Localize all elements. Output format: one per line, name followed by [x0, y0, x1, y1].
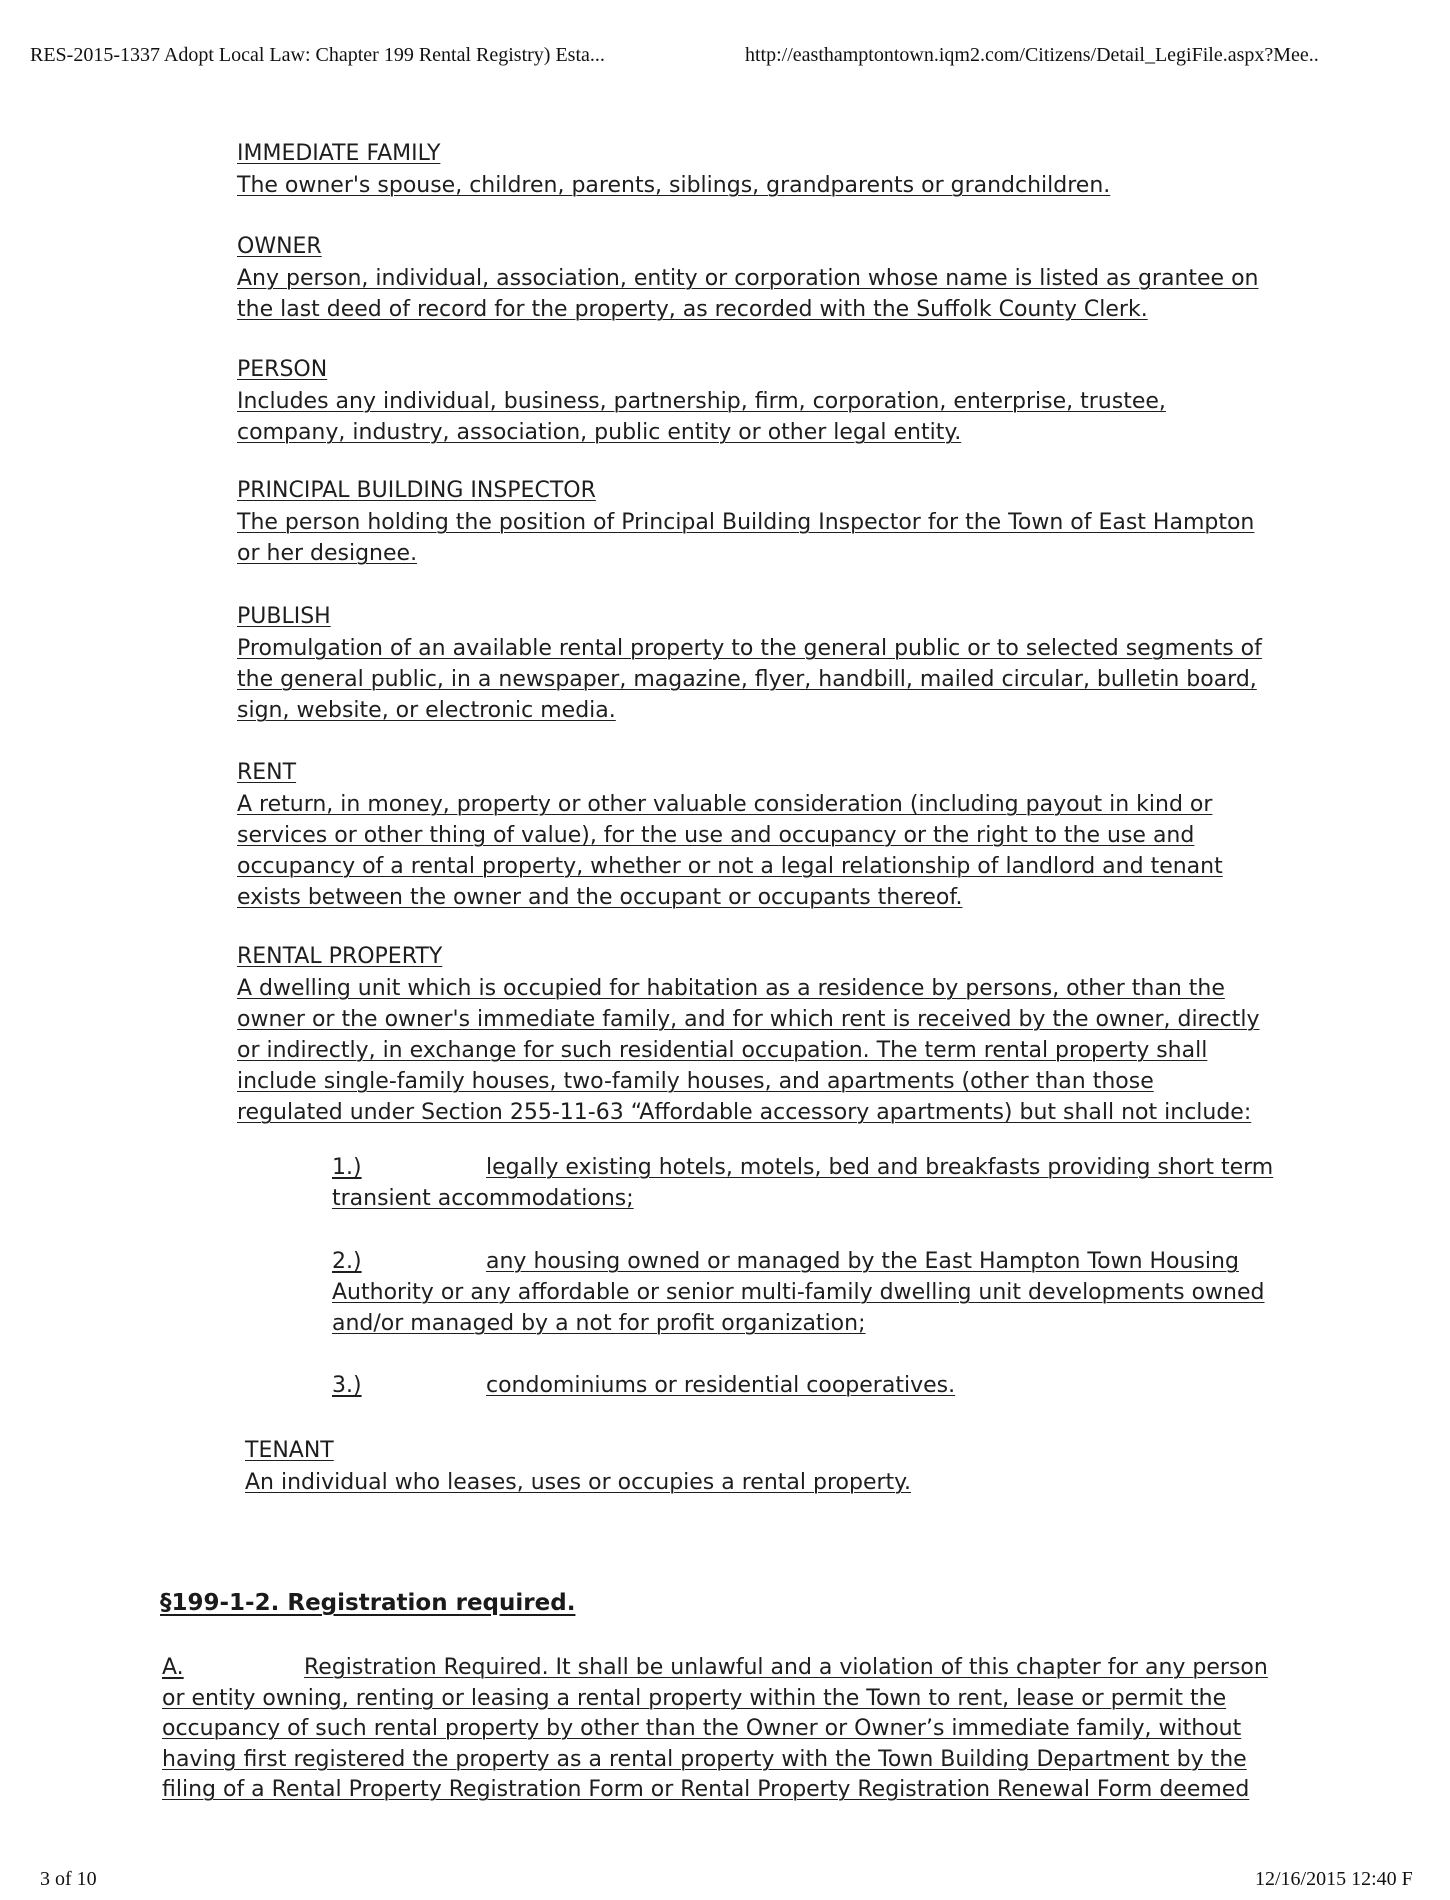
definition-publish [237, 601, 1362, 726]
definition-rental-property [237, 941, 1362, 1128]
definition-line: exists between the owner and the occupant or occupants thereof. [237, 885, 963, 910]
paragraph-line: occupancy of such rental property by other than the Owner or Owner’s immediate family, without [162, 1716, 1242, 1741]
exclusion-number: 3.) [332, 1373, 362, 1398]
paragraph-line: filing of a Rental Property Registration Form or Rental Property Registration Renewal Form deemed [162, 1777, 1250, 1802]
registration-paragraph [162, 1653, 1382, 1806]
definition-term: PERSON [237, 357, 328, 382]
exclusion-number: 1.) [332, 1155, 362, 1180]
exclusion-line: transient accommodations; [332, 1186, 634, 1211]
exclusion-line: any housing owned or managed by the East Hampton Town Housing [486, 1249, 1239, 1274]
page-number: 3 of 10 [40, 1868, 97, 1890]
definition-term: IMMEDIATE FAMILY [237, 141, 441, 166]
print-datetime: 12/16/2015 12:40 F [1255, 1868, 1413, 1890]
definition-principal-building-inspector [237, 475, 1362, 569]
definition-term: PRINCIPAL BUILDING INSPECTOR [237, 478, 596, 503]
header-title: RES-2015-1337 Adopt Local Law: Chapter 199 Rental Registry) Esta... [30, 44, 605, 66]
definition-line: regulated under Section 255-11-63 “Affordable accessory apartments) but shall not include: [237, 1100, 1252, 1125]
definition-line: company, industry, association, public entity or other legal entity. [237, 420, 962, 445]
definition-term: OWNER [237, 234, 322, 259]
paragraph-line: having first registered the property as a rental property with the Town Building Department by the [162, 1746, 1247, 1772]
definition-person [237, 354, 1362, 448]
paragraph-letter: A. [162, 1655, 184, 1680]
definition-immediate-family [237, 138, 1362, 201]
definition-line: An individual who leases, uses or occupies a rental property. [245, 1470, 912, 1495]
definition-owner [237, 231, 1362, 325]
exclusion-line: condominiums or residential cooperatives. [486, 1373, 956, 1398]
definition-line: owner or the owner's immediate family, and for which rent is received by the owner, directly [237, 1007, 1260, 1032]
definition-term: PUBLISH [237, 604, 331, 629]
definition-term: TENANT [245, 1438, 334, 1463]
definition-line: occupancy of a rental property, whether or not a legal relationship of landlord and tenant [237, 854, 1223, 879]
definition-line: The owner's spouse, children, parents, siblings, grandparents or grandchildren. [237, 173, 1111, 198]
definition-line: the general public, in a newspaper, magazine, flyer, handbill, mailed circular, bulletin board, [237, 667, 1257, 692]
section-heading: §199-1-2. Registration required. [160, 1590, 576, 1616]
definition-line: include single-family houses, two-family houses, and apartments (other than those [237, 1069, 1154, 1094]
definition-line: A dwelling unit which is occupied for habitation as a residence by persons, other than the [237, 976, 1225, 1001]
definition-term: RENTAL PROPERTY [237, 944, 443, 969]
exclusion-item [332, 1152, 1362, 1214]
definition-line: The person holding the position of Principal Building Inspector for the Town of East Hampton [237, 510, 1255, 535]
definition-line: Any person, individual, association, entity or corporation whose name is listed as grantee on [237, 266, 1259, 291]
definition-line: sign, website, or electronic media. [237, 698, 616, 723]
exclusion-line: legally existing hotels, motels, bed and breakfasts providing short term [486, 1155, 1274, 1180]
definition-tenant [245, 1435, 1370, 1498]
definition-term: RENT [237, 760, 297, 785]
definition-rent [237, 757, 1362, 913]
header-url: http://easthamptontown.iqm2.com/Citizens/Detail_LegiFile.aspx?Mee.. [745, 44, 1319, 66]
paragraph-line: or entity owning, renting or leasing a rental property within the Town to rent, lease or permit the [162, 1685, 1227, 1711]
definition-line: or indirectly, in exchange for such residential occupation. The term rental property shall [237, 1038, 1208, 1063]
exclusion-line: and/or managed by a not for profit organization; [332, 1311, 866, 1336]
definition-line: Promulgation of an available rental property to the general public or to selected segments of [237, 636, 1262, 661]
definition-line: Includes any individual, business, partnership, firm, corporation, enterprise, trustee, [237, 389, 1166, 414]
definition-line: the last deed of record for the property, as recorded with the Suffolk County Clerk. [237, 297, 1148, 322]
exclusion-item [332, 1370, 1362, 1401]
definition-line: services or other thing of value), for the use and occupancy or the right to the use and [237, 823, 1195, 848]
exclusion-line: Authority or any affordable or senior multi-family dwelling unit developments owned [332, 1280, 1265, 1305]
exclusion-item [332, 1246, 1362, 1339]
paragraph-line: Registration Required. It shall be unlawful and a violation of this chapter for any person [304, 1655, 1268, 1680]
definition-line: A return, in money, property or other valuable consideration (including payout in kind or [237, 792, 1213, 817]
exclusion-number: 2.) [332, 1249, 362, 1274]
definition-line: or her designee. [237, 541, 418, 566]
